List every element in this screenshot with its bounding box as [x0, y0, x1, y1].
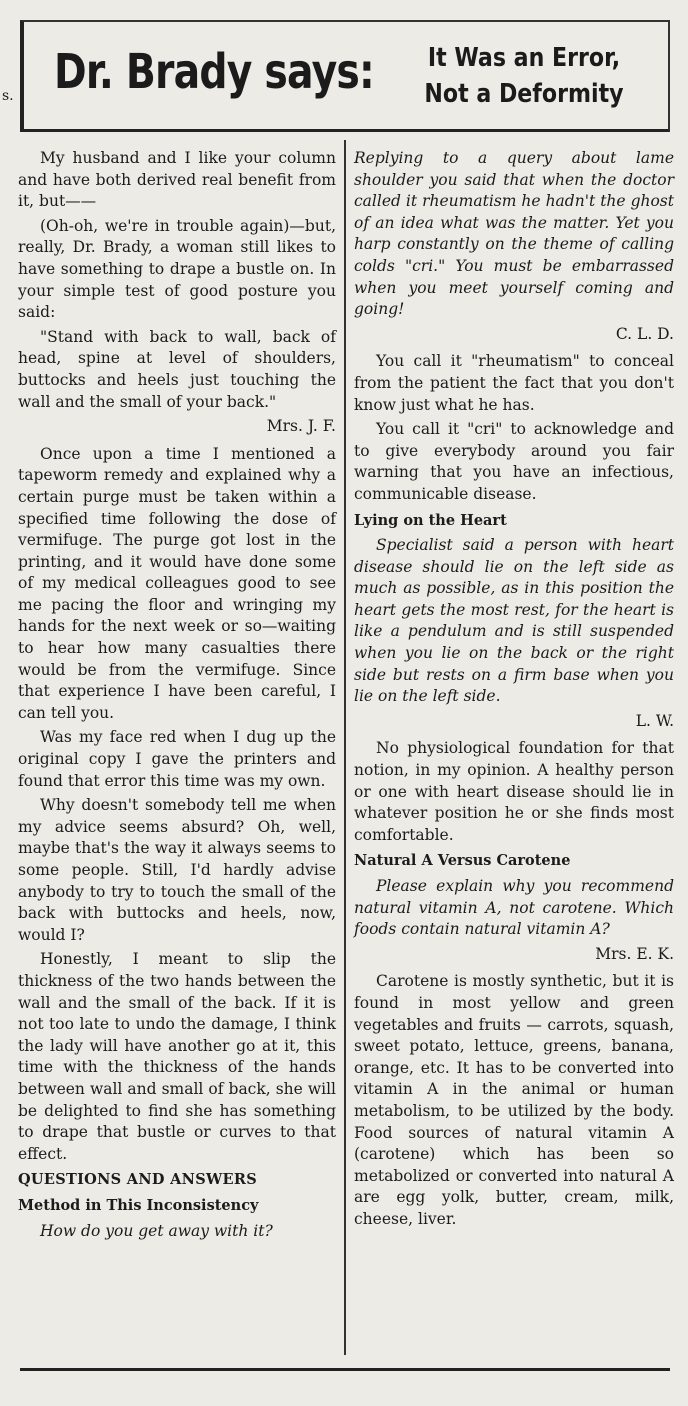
subheading: Method in This Inconsistency — [18, 1196, 259, 1214]
question-text: How do you get away with it? — [40, 1221, 273, 1240]
answer-paragraph: No physiological foundation for that notion, in my opinion. A healthy person or one with heart disease should lie in whatever position he or she finds most comfortable. — [354, 739, 674, 844]
headline-box — [20, 20, 670, 132]
paragraph: (Oh-oh, we're in trouble again)—but, really, Dr. Brady, a woman still likes to have something to drape a bustle on. In your simple test of good posture you said: — [18, 216, 336, 322]
paragraph: Honestly, I meant to slip the thickness of the two hands between the wall and the small of the back. If it is not too late to undo the damage, I think the lady will have another go at it, this time with the thickness of the hands between wall and small of back, she will be delighted to find she has something to drape that bustle or curves to that effect. — [18, 950, 336, 1163]
headline-line-2: Not a Deformity — [424, 79, 624, 109]
answer-paragraph: You call it "rheumatism" to conceal from the patient the fact that you don't know just what he has. — [354, 352, 674, 414]
paragraph: Why doesn't somebody tell me when my advice seems absurd? Oh, well, maybe that's the way it always seems to some people. Still, I'd hardly advise anybody to try to touch the small of the back with buttocks and heels, now, would I? — [18, 796, 336, 944]
question-text: Please explain why you recommend natural vitamin A, not carotene. Which foods contain natural vitamin A? — [354, 877, 674, 939]
right-column — [354, 148, 674, 1234]
subheading: Natural A Versus Carotene — [354, 852, 571, 870]
question-text: Replying to a query about lame shoulder you said that when the doctor called it rheumatism he hadn't the ghost of an idea what was the matter. Yet you harp constantly on the theme of calling colds "cri." You must be embarrassed when you meet yourself coming and going! — [354, 149, 674, 319]
letter-signature: Mrs. E. K. — [595, 944, 674, 963]
subheading: Lying on the Heart — [354, 511, 507, 529]
letter-signature: L. W. — [635, 711, 674, 730]
headline-line-1: It Was an Error, — [427, 43, 621, 73]
letter-signature: Mrs. J. F. — [266, 417, 336, 436]
column-title: Dr. Brady says: — [54, 44, 374, 100]
paragraph: My husband and I like your column and have both derived real benefit from it, but—— — [18, 149, 336, 211]
quoted-paragraph: "Stand with back to wall, back of head, spine at level of shoulders, buttocks and heels just touching the wall and the small of your back." — [18, 327, 336, 411]
paragraph: Once upon a time I mentioned a tapeworm remedy and explained why a certain purge must be taken within a specified time following the dose of vermifuge. The purge got lost in the printing, and it would have done some of my medical colleagues good to see me pacing the floor and wringing my hands for the next week or so—waiting to hear how many casualties there would be from the vermifuge. Since that experience I have been careful, I can tell you. — [18, 444, 336, 722]
column-divider — [344, 140, 346, 1355]
edge-fragment: s. — [2, 88, 14, 104]
answer-paragraph: You call it "cri" to acknowledge and to give everybody around you fair warning that you have an infectious, communicable disease. — [354, 420, 674, 503]
answer-paragraph: Carotene is mostly synthetic, but it is found in most yellow and green vegetables and fruits — carrots, squash, sweet potato, lettuce, greens, banana, orange, etc. It has to be converted into vitamin A in the animal or human metabolism, to be utilized by the body. Food sources of natural vitamin A (carotene) which has been so metabolized or converted into natural A are egg yolk, butter, cream, milk, cheese, liver. — [354, 972, 674, 1228]
paragraph: Was my face red when I dug up the original copy I gave the printers and found that error this time was my own. — [18, 728, 336, 790]
bottom-rule — [20, 1368, 670, 1371]
headline — [405, 40, 643, 112]
left-column — [18, 148, 336, 1245]
section-heading: QUESTIONS AND ANSWERS — [18, 1171, 258, 1189]
letter-signature: C. L. D. — [615, 324, 674, 343]
question-text: Specialist said a person with heart disease should lie on the left side as much as possible, as in this position the heart gets the most rest, for the heart is like a pendulum and is still suspended when you lie on the back or the right side but rests on a firm base when you lie on the left side. — [354, 536, 674, 706]
